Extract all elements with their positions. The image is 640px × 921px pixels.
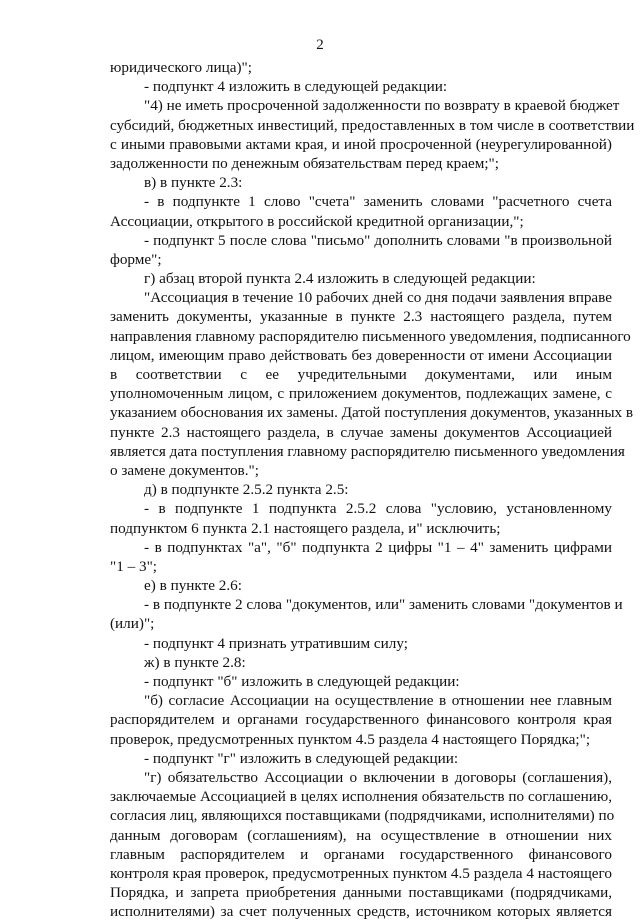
text-line: главным распорядителем и органами государственного финансового	[110, 845, 612, 863]
text-line: задолженности по денежным обязательствам перед краем;";	[110, 154, 499, 172]
text-line: Порядка, и запрета приобретения данными поставщиками (подрядчиками,	[110, 884, 612, 902]
text-line: "1 – 3";	[110, 557, 157, 575]
text-line: "г) обязательство Ассоциации о включении в договоры (соглашения),	[144, 768, 612, 786]
text-line: данным договорам (соглашениям), на осуществление в отношении них	[110, 826, 612, 844]
text-line: г) абзац второй пункта 2.4 изложить в следующей редакции:	[144, 270, 536, 288]
text-line: - подпункт 5 после слова "письмо" дополнить словами "в произвольной	[144, 231, 612, 249]
text-line: Ассоциации, открытого в российской кредитной организации,";	[110, 212, 524, 230]
document-body	[110, 58, 635, 921]
text-line: лицом, имеющим право действовать без доверенности от имени Ассоциации	[110, 346, 612, 364]
text-line: согласия лиц, являющихся поставщиками (подрядчиками, исполнителями) по	[110, 807, 615, 825]
text-line: "4) не иметь просроченной задолженности по возврату в краевой бюджет	[144, 97, 620, 115]
text-line: - в подпунктах "а", "б" подпункта 2 цифры "1 – 4" заменить цифрами	[144, 538, 612, 556]
text-line: в соответствии с ее учредительными документами, или иным	[110, 366, 612, 383]
text-line: подпунктом 6 пункта 2.1 настоящего раздела, и" исключить;	[110, 519, 501, 537]
text-line: юридического лица)";	[110, 59, 252, 76]
text-line: контроля края проверок, предусмотренных пунктом 4.5 раздела 4 настоящего	[110, 864, 612, 882]
text-line: "Ассоциация в течение 10 рабочих дней со дня подачи заявления вправе	[144, 289, 612, 307]
text-line: в) в пункте 2.3:	[144, 174, 243, 192]
text-line: - подпункт "г" изложить в следующей редакции:	[144, 749, 459, 767]
text-line: является дата поступления главному распорядителю письменного уведомления	[110, 442, 625, 460]
text-line: - подпункт 4 признать утратившим силу;	[144, 634, 408, 652]
text-line: заключаемые Ассоциацией в целях исполнения обязательств по соглашению,	[110, 788, 612, 806]
text-line: (или)";	[110, 615, 155, 633]
text-line: форме";	[110, 250, 162, 268]
text-line: с иными правовыми актами края, и иной просроченной (неурегулированной)	[110, 135, 612, 153]
text-line: распорядителем и органами государственного финансового контроля края	[110, 711, 612, 729]
text-line: уполномоченным лицом, с приложением документов, подлежащих замене, с	[110, 385, 612, 403]
page-number: 2	[316, 37, 324, 53]
text-line: заменить документы, указанные в пункте 2.3 настоящего раздела, путем	[110, 308, 612, 326]
text-line: исполнителями) за счет полученных средств, источником которых является	[110, 903, 612, 921]
text-line: - подпункт "б" изложить в следующей редакции:	[144, 673, 460, 690]
text-line: - в подпункте 1 слово "счета" заменить словами "расчетного счета	[144, 193, 612, 211]
text-line: - подпункт 4 изложить в следующей редакции:	[144, 78, 448, 96]
text-line: проверок, предусмотренных пунктом 4.5 раздела 4 настоящего Порядка;";	[110, 730, 591, 748]
text-line: е) в пункте 2.6:	[144, 577, 242, 595]
text-line: субсидий, бюджетных инвестиций, предоставленных в том числе в соответствии	[110, 116, 635, 134]
text-line: пункте 2.3 настоящего раздела, в случае замены документов Ассоциацией	[110, 423, 612, 441]
text-line: о замене документов.";	[110, 461, 259, 479]
text-line: ж) в пункте 2.8:	[144, 653, 246, 671]
text-line: направления главному распорядителю письменного уведомления, подписанного	[110, 327, 631, 345]
text-line: "б) согласие Ассоциации на осуществление в отношении нее главным	[144, 692, 612, 710]
text-line: - в подпункте 1 подпункта 2.5.2 слова "условию, установленному	[144, 500, 612, 518]
text-line: - в подпункте 2 слова "документов, или" заменить словами "документов и	[144, 596, 623, 614]
text-line: указанием обоснования их замены. Датой поступления документов, указанных в	[110, 404, 634, 422]
text-line: д) в подпункте 2.5.2 пункта 2.5:	[144, 481, 349, 499]
